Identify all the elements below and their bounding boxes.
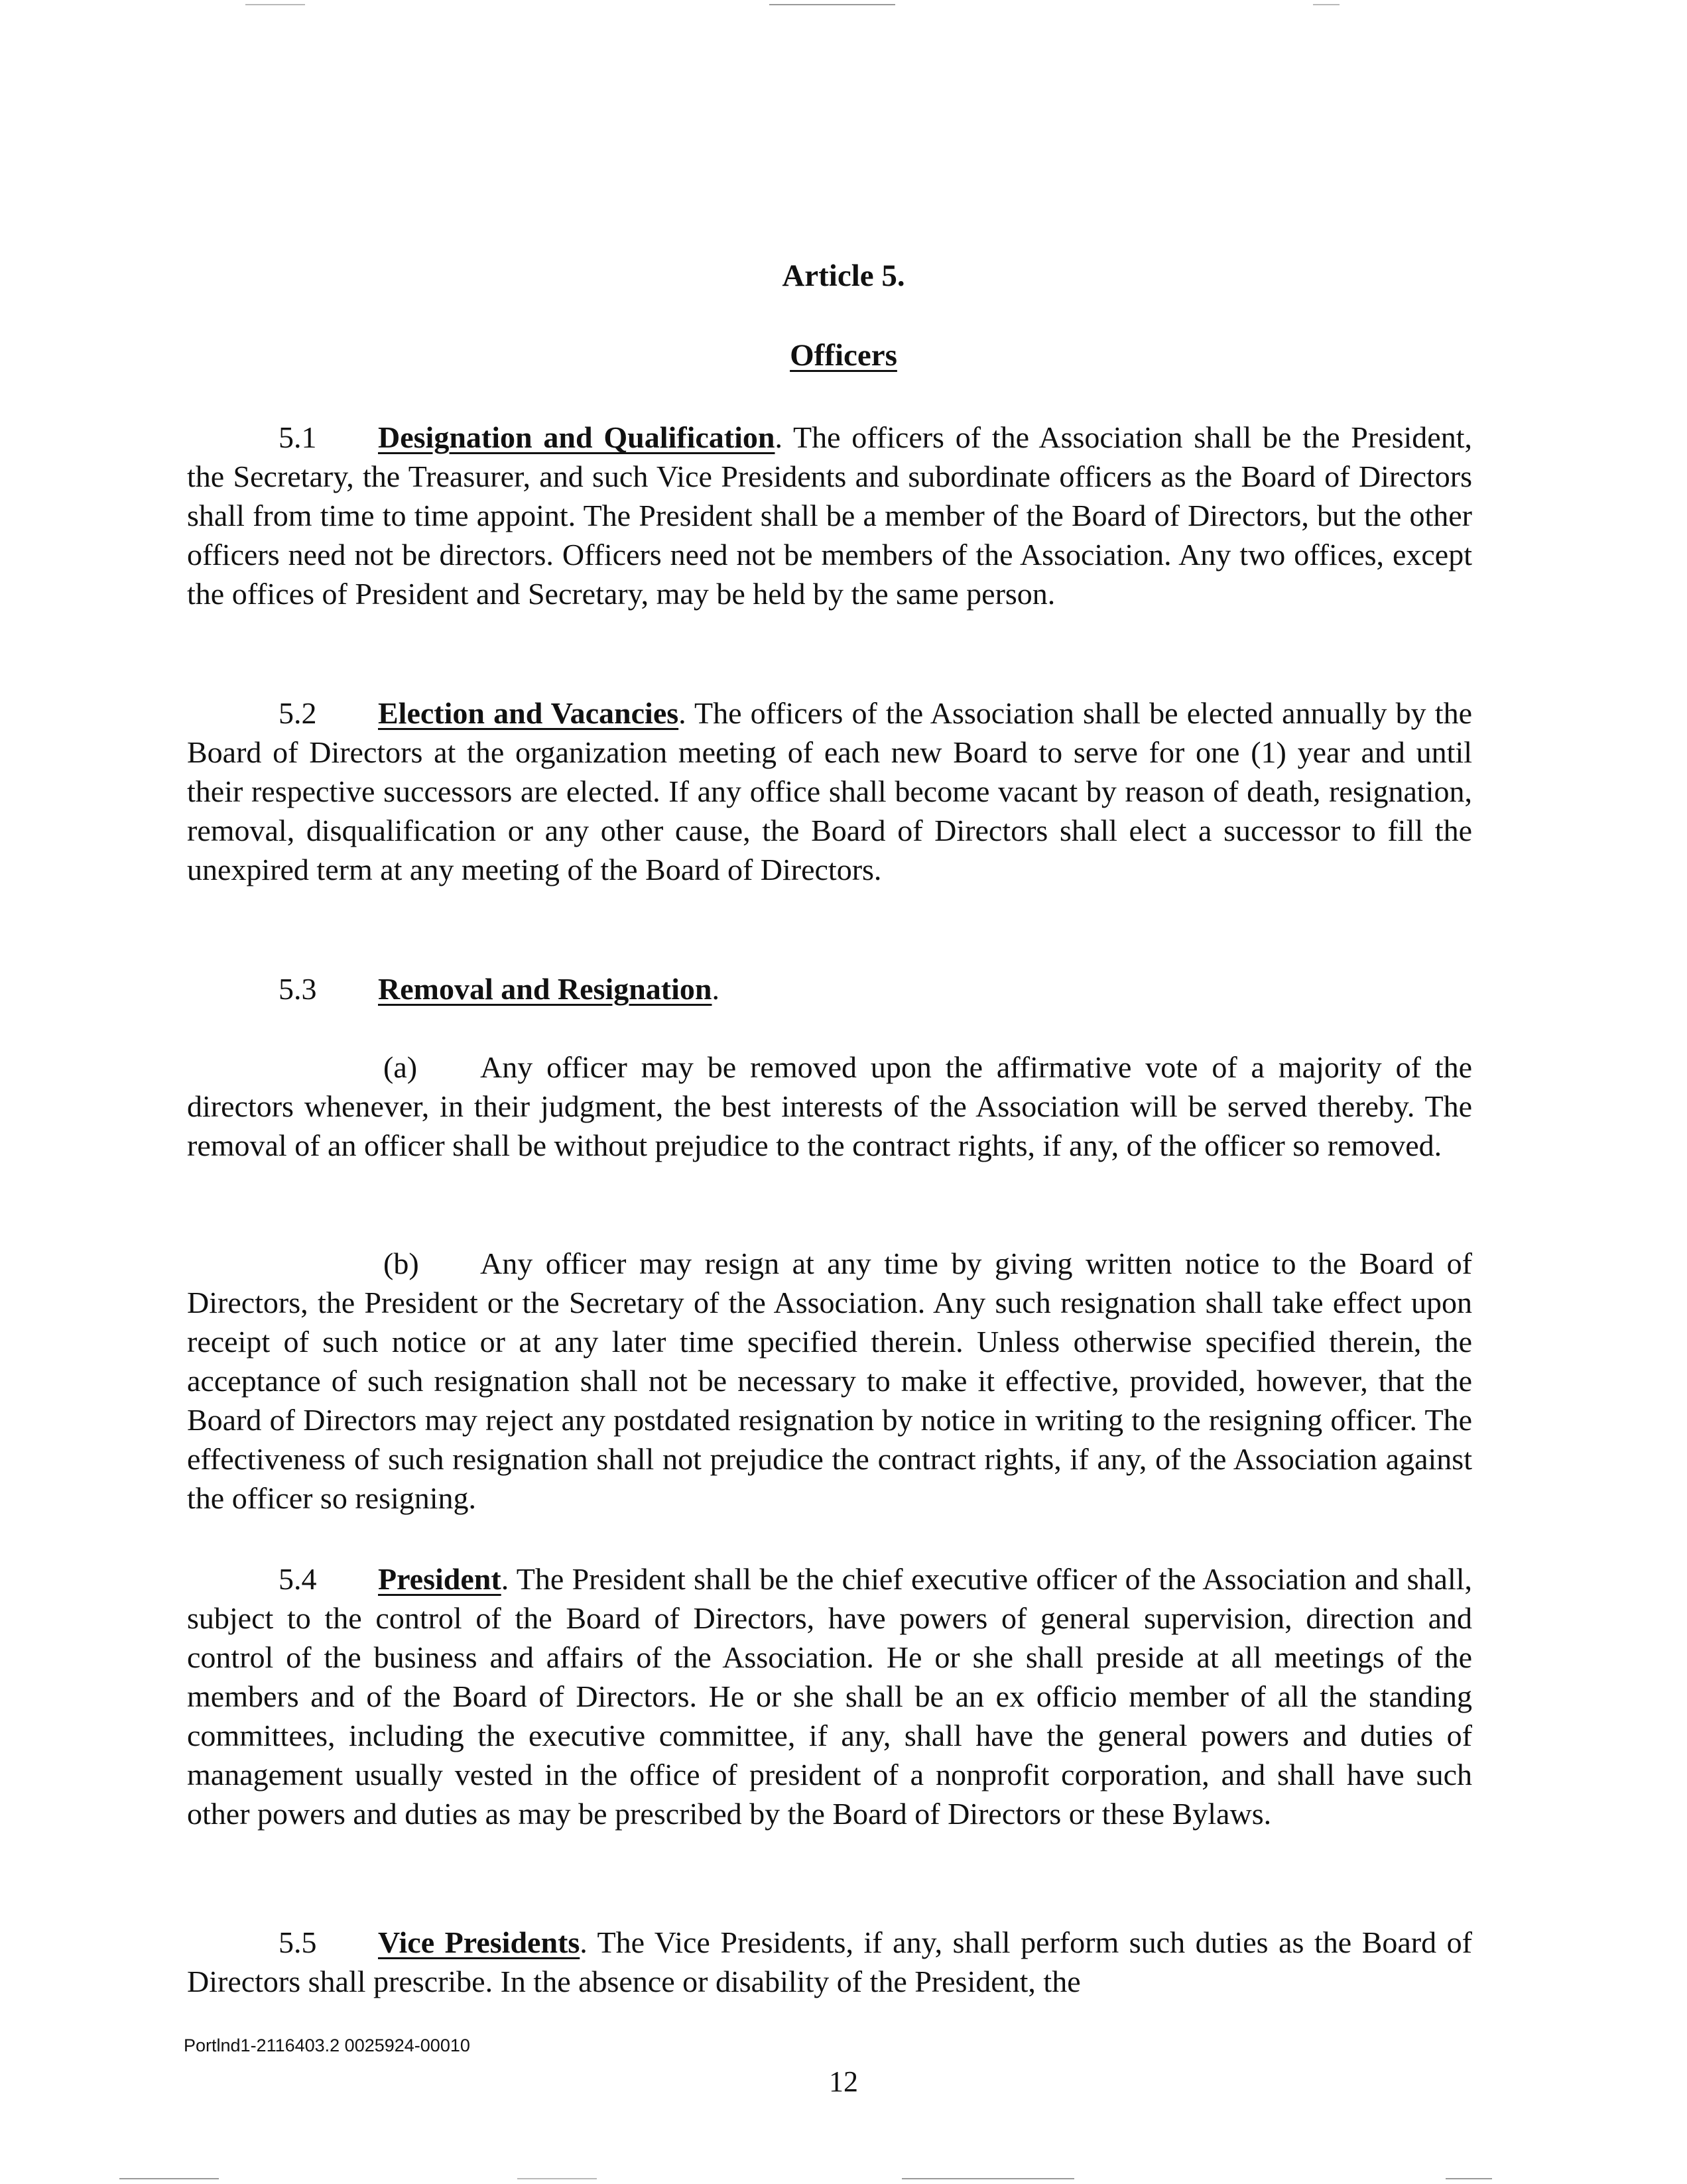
scan-mark-bottom: [517, 2178, 597, 2179]
section-5-4: 5.4 President. The President shall be the chief executive officer of the Association and shall, subject to the control of the Board of Directors, have powers of general supervision, direction and control of the business and affairs of the Association. He or she shall preside at all meetings of the members and of the Board of Directors. He or she shall be an ex officio member of all the standing committees, including the executive committee, if any, shall have the general powers and duties of management usually vested in the office of president of a nonprofit corporation, and shall have such other powers and duties as may be prescribed by the Board of Directors or these Bylaws.: [187, 1559, 1472, 1833]
subsection-text: Any officer may resign at any time by giving written notice to the Board of Directors, the President or the Secretary of the Association. Any such resignation shall take effect upon receipt of such notice or at any later time specified therein. Unless otherwise specified therein, the acceptance of such resignation shall not be necessary to make it effective, provided, however, that the Board of Directors may reject any postdated resignation by notice in writing to the resigning officer. The effectiveness of such resignation shall not prejudice the contract rights, if any, of the Association against the officer so resigning.: [187, 1246, 1472, 1515]
section-number: 5.2: [279, 696, 317, 730]
scan-mark-bottom: [902, 2178, 1074, 2179]
section-5-2: 5.2 Election and Vacancies. The officers of the Association shall be elected annually by the Board of Directors at the organization meeting of each new Board to serve for one (1) year and until their respective successors are elected. If any office shall become vacant by reason of death, resignation, removal, disqualification or any other cause, the Board of Directors shall elect a successor to fill the unexpired term at any meeting of the Board of Directors.: [187, 694, 1472, 889]
scan-mark-top: [245, 4, 305, 5]
section-title: Election and Vacancies: [378, 696, 679, 730]
section-number: 5.1: [279, 420, 317, 454]
scan-mark-top: [769, 4, 895, 5]
article-title: Officers: [790, 338, 897, 373]
section-text: The Vice Presidents, if any, shall perform such duties as the Board of Directors shall prescribe. In the absence or disability of the President, the: [187, 1925, 1472, 1998]
section-number: 5.4: [279, 1562, 317, 1596]
document-id: Portlnd1-2116403.2 0025924-00010: [184, 2035, 470, 2055]
subsection-5-3-b: [187, 1244, 1472, 1518]
subsection-letter: (a): [383, 1050, 418, 1084]
scan-mark-top: [1313, 4, 1340, 5]
section-number: 5.3: [279, 972, 317, 1006]
section-title: Vice Presidents: [378, 1925, 580, 1959]
subsection-letter: (b): [383, 1246, 419, 1280]
scan-mark-bottom: [1446, 2178, 1492, 2179]
subsection-text: Any officer may be removed upon the affirmative vote of a majority of the directors whenever, in their judgment, the best interests of the Association will be served thereby. The removal of an officer shall be without prejudice to the contract rights, if any, of the officer so removed.: [187, 1050, 1472, 1162]
page-number: 12: [829, 2065, 858, 2098]
section-title: President: [378, 1562, 501, 1596]
section-text: The officers of the Association shall be elected annually by the Board of Directors at the organization meeting of each new Board to serve for one (1) year and until their respective successors are elected. If any office shall become vacant by reason of death, resignation, removal, disqualification or any other cause, the Board of Directors shall elect a successor to fill the unexpired term at any meeting of the Board of Directors.: [187, 696, 1472, 886]
section-title: Designation and Qualification: [378, 420, 775, 454]
article-label: Article 5.: [782, 259, 905, 293]
section-text: The officers of the Association shall be the President, the Secretary, the Treasurer, and such Vice Presidents and subordinate officers as the Board of Directors shall from time to time appoint. The President shall be a member of the Board of Directors, but the other officers need not be directors. Officers need not be members of the Association. Any two offices, except the offices of President and Secretary, may be held by the same person.: [187, 420, 1472, 611]
section-number: 5.5: [279, 1925, 317, 1959]
section-5-3: 5.3 Removal and Resignation.: [187, 969, 1472, 1008]
section-title: Removal and Resignation: [378, 972, 712, 1006]
section-5-1: 5.1 Designation and Qualification. The officers of the Association shall be the President, the Secretary, the Treasurer, and such Vice Presidents and subordinate officers as the Board of Directors shall from time to time appoint. The President shall be a member of the Board of Directors, but the other officers need not be directors. Officers need not be members of the Association. Any two offices, except the offices of President and Secretary, may be held by the same person.: [187, 418, 1472, 613]
scan-mark-bottom: [119, 2178, 219, 2179]
section-text: The President shall be the chief executive officer of the Association and shall, subject to the control of the Board of Directors, have powers of general supervision, direction and control of the business and affairs of the Association. He or she shall preside at all meetings of the members and of the Board of Directors. He or she shall be an ex officio member of all the standing committees, including the executive committee, if any, shall have the general powers and duties of management usually vested in the office of president of a nonprofit corporation, and shall have such other powers and duties as may be prescribed by the Board of Directors or these Bylaws.: [187, 1562, 1473, 1831]
section-5-5: 5.5 Vice Presidents. The Vice Presidents, if any, shall perform such duties as the Board of Directors shall prescribe. In the absence or disability of the President, the: [187, 1923, 1472, 2001]
subsection-5-3-a: [187, 1048, 1472, 1165]
